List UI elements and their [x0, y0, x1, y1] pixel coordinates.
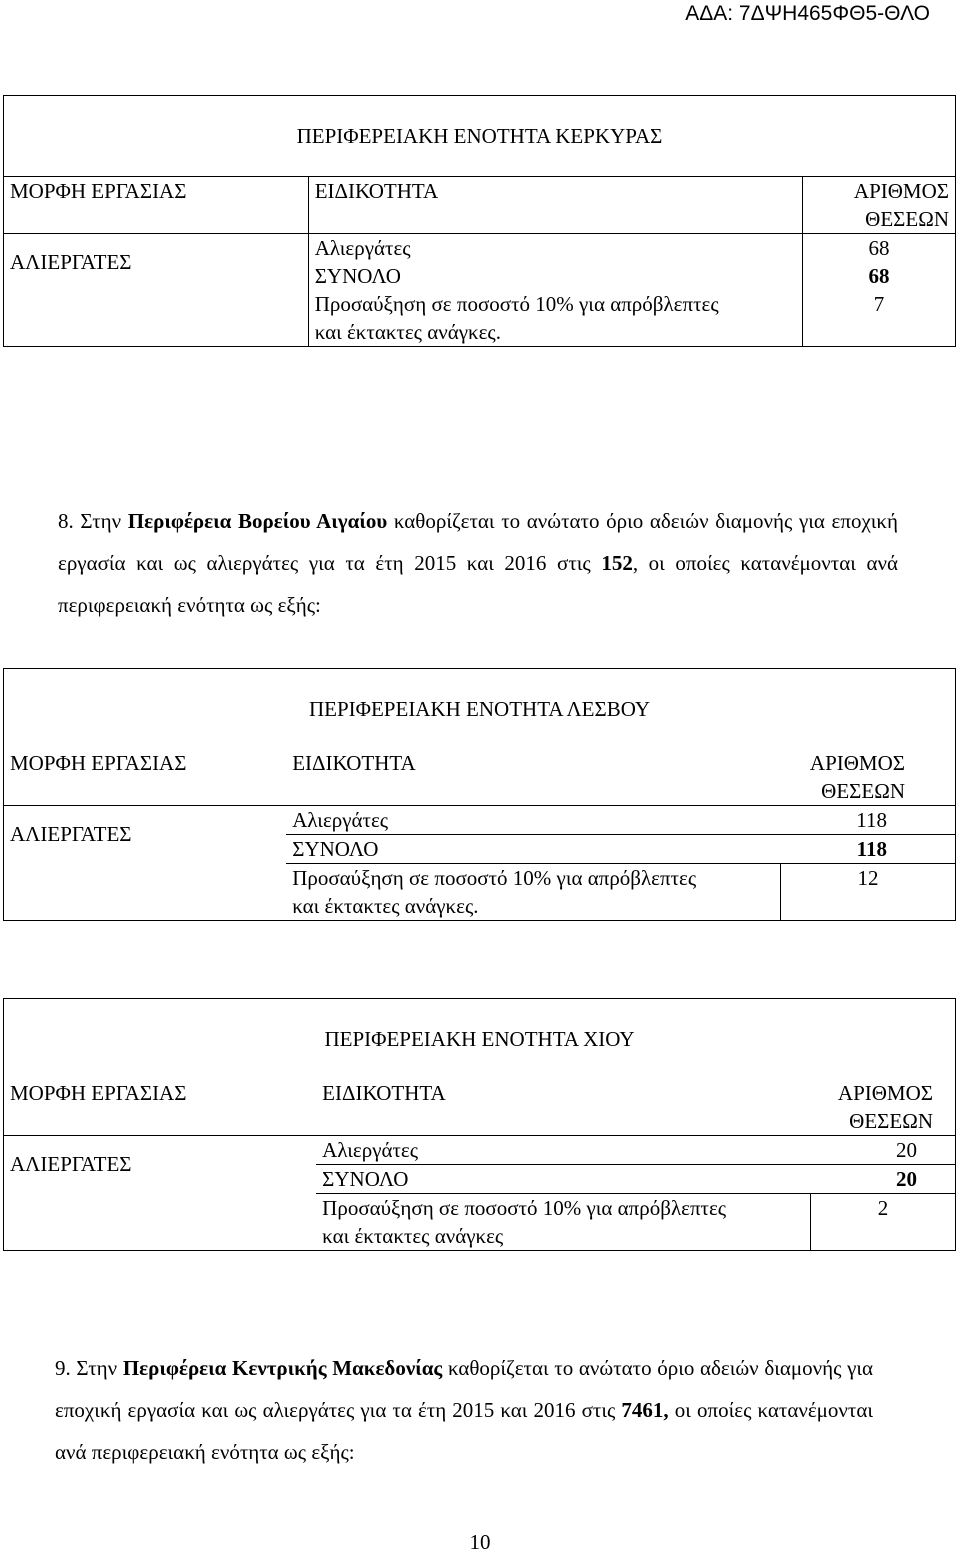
table-title: ΠΕΡΙΦΕΡΕΙΑΚΗ ΕΝΟΤΗΤΑ ΚΕΡΚΥΡΑΣ	[296, 124, 663, 148]
total-value: 118	[781, 835, 956, 864]
col-header-positions: ΑΡΙΘΜΟΣ ΘΕΣΕΩΝ	[811, 1079, 956, 1136]
count: 7461,	[621, 1398, 669, 1422]
specialty-cell: Αλιεργάτες	[308, 234, 802, 263]
specialty-value: 20	[811, 1136, 956, 1165]
lesvos-table	[3, 668, 956, 921]
col-header-form: ΜΟΡΦΗ ΕΡΓΑΣΙΑΣ	[4, 1079, 317, 1136]
col-header-form: ΜΟΡΦΗ ΕΡΓΑΣΙΑΣ	[4, 749, 287, 806]
ada-code: ΑΔΑ: 7ΔΨΗ465ΦΘ5-ΘΛΟ	[685, 2, 930, 25]
col-header-form: ΜΟΡΦΗ ΕΡΓΑΣΙΑΣ	[4, 177, 309, 234]
kerkyra-table	[3, 95, 956, 347]
col-header-specialty: ΕΙΔΙΚΟΤΗΤΑ	[308, 177, 802, 234]
col-header-specialty: ΕΙΔΙΚΟΤΗΤΑ	[316, 1079, 810, 1136]
form-cell: ΑΛΙΕΡΓΑΤΕΣ	[4, 234, 309, 347]
extra-label: Προσαύξηση σε ποσοστό 10% για απρόβλεπτες και έκτακτες ανάγκες.	[286, 864, 780, 921]
form-cell: ΑΛΙΕΡΓΑΤΕΣ	[4, 1136, 317, 1251]
extra-value: 12	[781, 864, 956, 921]
total-label: ΣΥΝΟΛΟ	[286, 835, 780, 864]
region-name: Περιφέρεια Κεντρικής Μακεδονίας	[122, 1356, 443, 1380]
total-value: 68	[803, 262, 956, 290]
extra-value: 2	[811, 1194, 956, 1251]
total-label: ΣΥΝΟΛΟ	[308, 262, 802, 290]
count: 152	[601, 551, 633, 575]
table-title: ΠΕΡΙΦΕΡΕΙΑΚΗ ΕΝΟΤΗΤΑ ΧΙΟΥ	[324, 1027, 635, 1051]
paragraph-8: 8. Στην Περιφέρεια Βορείου Αιγαίου καθορίζεται το ανώτατο όριο αδειών διαμονής για εποχική εργασία και ως αλιεργάτες για τα έτη 2015 και 2016 στις 152, οι οποίες κατανέμονται ανά περιφερειακή ενότητα ως εξής:	[58, 509, 898, 617]
extra-label: Προσαύξηση σε ποσοστό 10% για απρόβλεπτες και έκτακτες ανάγκες	[316, 1194, 810, 1251]
total-label: ΣΥΝΟΛΟ	[316, 1165, 810, 1194]
col-header-positions: ΑΡΙΘΜΟΣ ΘΕΣΕΩΝ	[803, 177, 956, 234]
extra-label: Προσαύξηση σε ποσοστό 10% για απρόβλεπτες και έκτακτες ανάγκες.	[308, 290, 802, 347]
specialty-value: 68	[803, 234, 956, 263]
col-header-positions: ΑΡΙΘΜΟΣ ΘΕΣΕΩΝ	[781, 749, 956, 806]
extra-value: 7	[803, 290, 956, 347]
col-header-specialty: ΕΙΔΙΚΟΤΗΤΑ	[286, 749, 780, 806]
total-value: 20	[811, 1165, 956, 1194]
specialty-cell: Αλιεργάτες	[316, 1136, 810, 1165]
table-title: ΠΕΡΙΦΕΡΕΙΑΚΗ ΕΝΟΤΗΤΑ ΛΕΣΒΟΥ	[308, 697, 651, 721]
specialty-cell: Αλιεργάτες	[286, 806, 780, 835]
paragraph-9: 9. Στην Περιφέρεια Κεντρικής Μακεδονίας καθορίζεται το ανώτατο όριο αδειών διαμονής για εποχική εργασία και ως αλιεργάτες για τα έτη 2015 και 2016 στις 7461, οι οποίες κατανέμονται ανά περιφερειακή ενότητα ως εξής:	[55, 1356, 873, 1464]
region-name: Περιφέρεια Βορείου Αιγαίου	[127, 509, 388, 533]
specialty-value: 118	[781, 806, 956, 835]
page-number: 10	[469, 1530, 491, 1554]
chios-table	[3, 998, 956, 1251]
form-cell: ΑΛΙΕΡΓΑΤΕΣ	[4, 806, 287, 921]
